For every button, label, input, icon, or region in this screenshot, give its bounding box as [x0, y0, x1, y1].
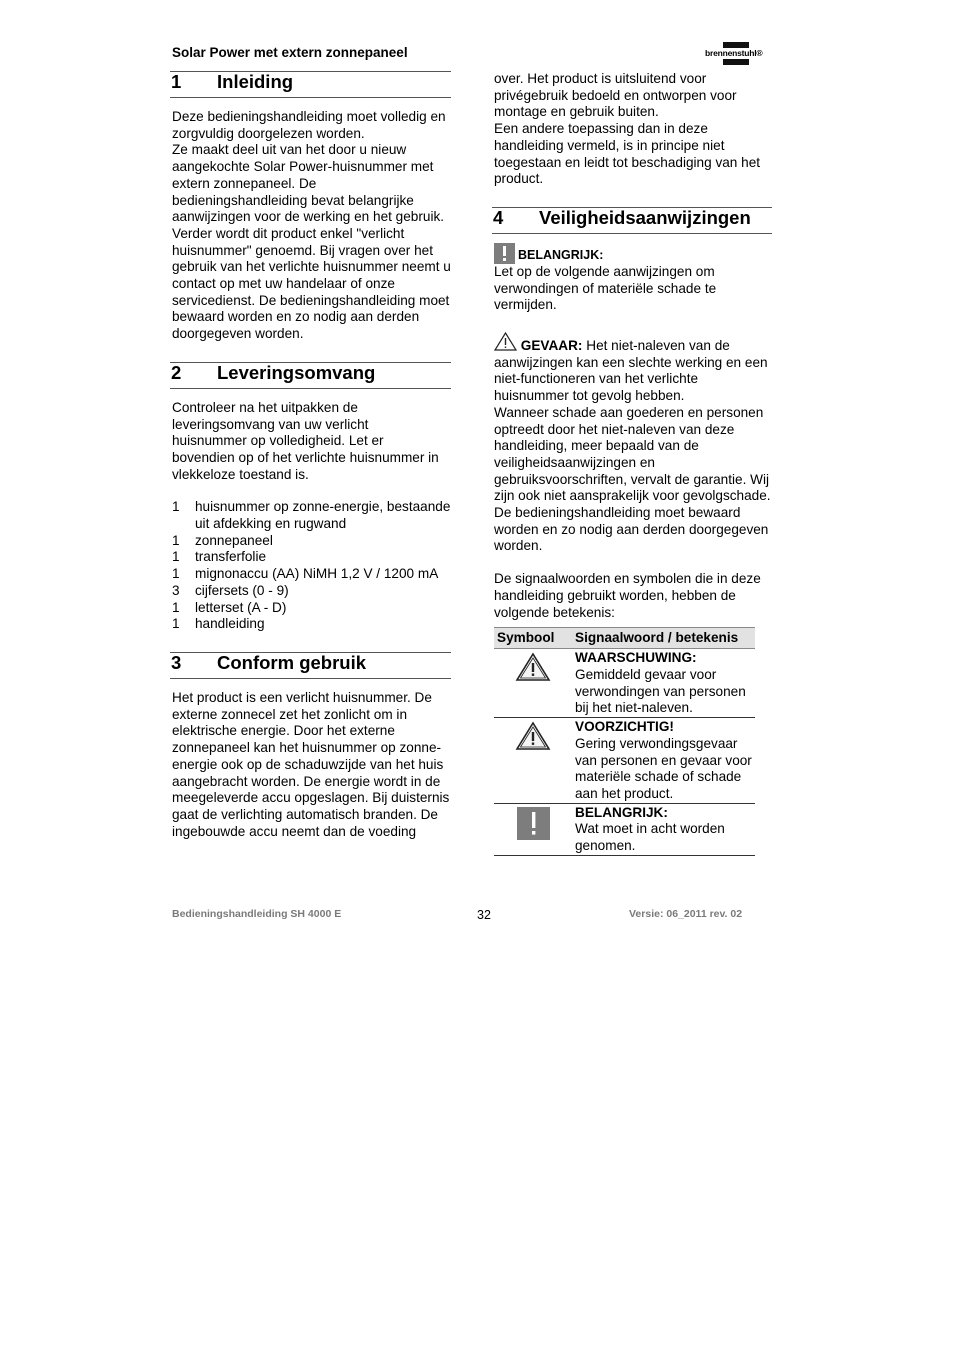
- item-text: zonnepaneel: [195, 532, 273, 548]
- section-number: 3: [171, 651, 182, 673]
- left-column: [170, 71, 451, 840]
- item-quantity: 1: [172, 499, 180, 515]
- symbol-cell: [494, 718, 572, 804]
- list-item: [172, 566, 451, 583]
- section-3-heading: [170, 652, 451, 679]
- section-title: Inleiding: [217, 71, 294, 92]
- section-1-body: Deze bedieningshandleiding moet volledig en zorgvuldig doorgelezen worden. Ze maakt deel uit van het door u nieuw aangekochte Solar Power-huisnummer met extern zonnepaneel. De bedieningshandleiding bevat belangrijke aanwijzingen voor de werking en het gebruik. Verder wordt dit product enkel "verlicht huisnummer" genoemd. Bij vragen over het gebruik van het verlichte huisnummer neemt u contact op met uw handelaar of onze servicedienst. De bedieningshandleiding moet bewaard worden en zo nodig aan derden doorgegeven worden.: [172, 109, 451, 342]
- item-text: huisnummer op zonne-energie, bestaande uit afdekking en rugwand: [195, 499, 451, 532]
- warning-triangle-icon: [494, 332, 517, 351]
- meaning-cell: [572, 803, 755, 855]
- brand-logo: [705, 42, 771, 67]
- section-2-heading: [170, 362, 451, 389]
- list-item: [172, 583, 451, 600]
- warning-triangle-icon: [515, 652, 551, 682]
- brand-name: brennenstuhl®: [705, 48, 763, 58]
- item-text: letterset (A - D): [195, 599, 287, 615]
- item-text: mignonaccu (AA) NiMH 1,2 V / 1200 mA: [195, 566, 439, 582]
- right-column: [492, 71, 772, 856]
- item-text: transferfolie: [195, 549, 267, 565]
- item-quantity: 1: [172, 616, 180, 632]
- header-title: Solar Power met extern zonnepaneel: [172, 45, 408, 60]
- table-header-symbol: Symbool: [494, 628, 572, 649]
- section-number: 2: [171, 361, 182, 383]
- item-text: handleiding: [195, 616, 265, 632]
- list-item: [172, 616, 451, 633]
- list-item: [172, 600, 451, 617]
- danger-paragraph: [494, 332, 772, 555]
- delivery-list: [172, 499, 451, 633]
- item-text: cijfersets (0 - 9): [195, 582, 289, 598]
- important-label: BELANGRIJK:: [518, 248, 604, 263]
- section-number: 4: [493, 206, 504, 228]
- symbol-cell: [494, 649, 572, 718]
- danger-text: Het niet-naleven van de aanwijzingen kan een slechte werking en een niet-functioneren van het verlichte huisnummer tot gevolg hebben. Wanneer schade aan goederen en personen optreedt door het niet-naleven van deze handleiding, meer bepaald van de veiligheidsaanwijzingen en gebruiksvoorschriften, vervalt de garantie. Wij zijn ook niet aansprakelijk voor gevolgschade. De bedieningshandleiding moet bewaard worden en zo nodig aan derden doorgegeven worden.: [494, 338, 771, 554]
- section-3-body: Het product is een verlicht huisnummer. De externe zonnecel zet het zonlicht om in elektrische energie. Door het externe zonnepaneel kan het huisnummer op zonne-energie ook op de schaduwzijde van het huis aangebracht worden. De energie wordt in de meegeleverde accu opgeslagen. Bij duisternis gaat de verlichting automatisch branden. De ingebouwde accu neemt dan de voeding: [172, 689, 450, 839]
- danger-label: GEVAAR:: [520, 338, 583, 354]
- item-quantity: 1: [172, 566, 180, 582]
- item-quantity: 1: [172, 532, 180, 548]
- item-quantity: 3: [172, 582, 180, 598]
- footer-right: Versie: 06_2011 rev. 02: [629, 908, 743, 920]
- section-1-heading: [170, 71, 451, 98]
- signal-meaning: Wat moet in acht worden genomen.: [575, 821, 725, 854]
- signal-word: BELANGRIJK:: [575, 804, 668, 820]
- table-row: [494, 803, 755, 855]
- exclamation-box-icon: [517, 807, 550, 840]
- important-text: Let op de volgende aanwijzingen om verwondingen of materiële schade te vermijden.: [494, 263, 717, 313]
- signal-meaning: Gemiddeld gevaar voor verwondingen van personen bij het niet-naleven.: [575, 666, 746, 716]
- important-note: [494, 243, 772, 314]
- section-title: Leveringsomvang: [217, 361, 376, 383]
- item-quantity: 1: [172, 549, 180, 565]
- footer-left: Bedieningshandleiding SH 4000 E: [172, 908, 342, 920]
- signal-word: WAARSCHUWING:: [575, 650, 697, 666]
- section-3-continued: over. Het product is uitsluitend voor privégebruik bedoeld en ontworpen voor montage en gebruik buiten. Een andere toepassing dan in deze handleiding vermeld, is in principe niet toegestaan en leidt tot beschadiging van het product.: [494, 71, 761, 187]
- page-number: 32: [477, 908, 491, 922]
- list-item: [172, 499, 451, 532]
- section-title: Conform gebruik: [217, 651, 367, 673]
- warning-triangle-icon: [515, 721, 551, 751]
- list-item: [172, 533, 451, 550]
- symbol-cell: [494, 803, 572, 855]
- table-row: [494, 649, 755, 718]
- section-title: Veiligheidsaanwijzingen: [539, 206, 751, 228]
- signal-word: VOORZICHTIG!: [575, 719, 674, 735]
- section-4-heading: [492, 207, 772, 234]
- signal-table: [494, 627, 755, 855]
- table-row: [494, 718, 755, 804]
- list-item: [172, 549, 451, 566]
- item-quantity: 1: [172, 599, 180, 615]
- signal-intro: De signaalwoorden en symbolen die in deze handleiding gebruikt worden, hebben de volgende betekenis:: [494, 571, 761, 620]
- danger-note: [494, 332, 772, 555]
- section-number: 1: [171, 71, 182, 92]
- signal-meaning: Gering verwondingsgevaar van personen en gevaar voor materiële schade of schade aan het product.: [575, 735, 752, 801]
- exclamation-box-icon: [494, 243, 515, 264]
- meaning-cell: [572, 649, 755, 718]
- section-2-body: Controleer na het uitpakken de leveringsomvang van uw verlicht huisnummer op volledigheid. Let er bovendien op of het verlichte huisnummer in vlekkeloze toestand is.: [172, 399, 439, 482]
- table-header-meaning: Signaalwoord / betekenis: [572, 628, 755, 649]
- signal-table-body: [494, 649, 755, 855]
- meaning-cell: [572, 718, 755, 804]
